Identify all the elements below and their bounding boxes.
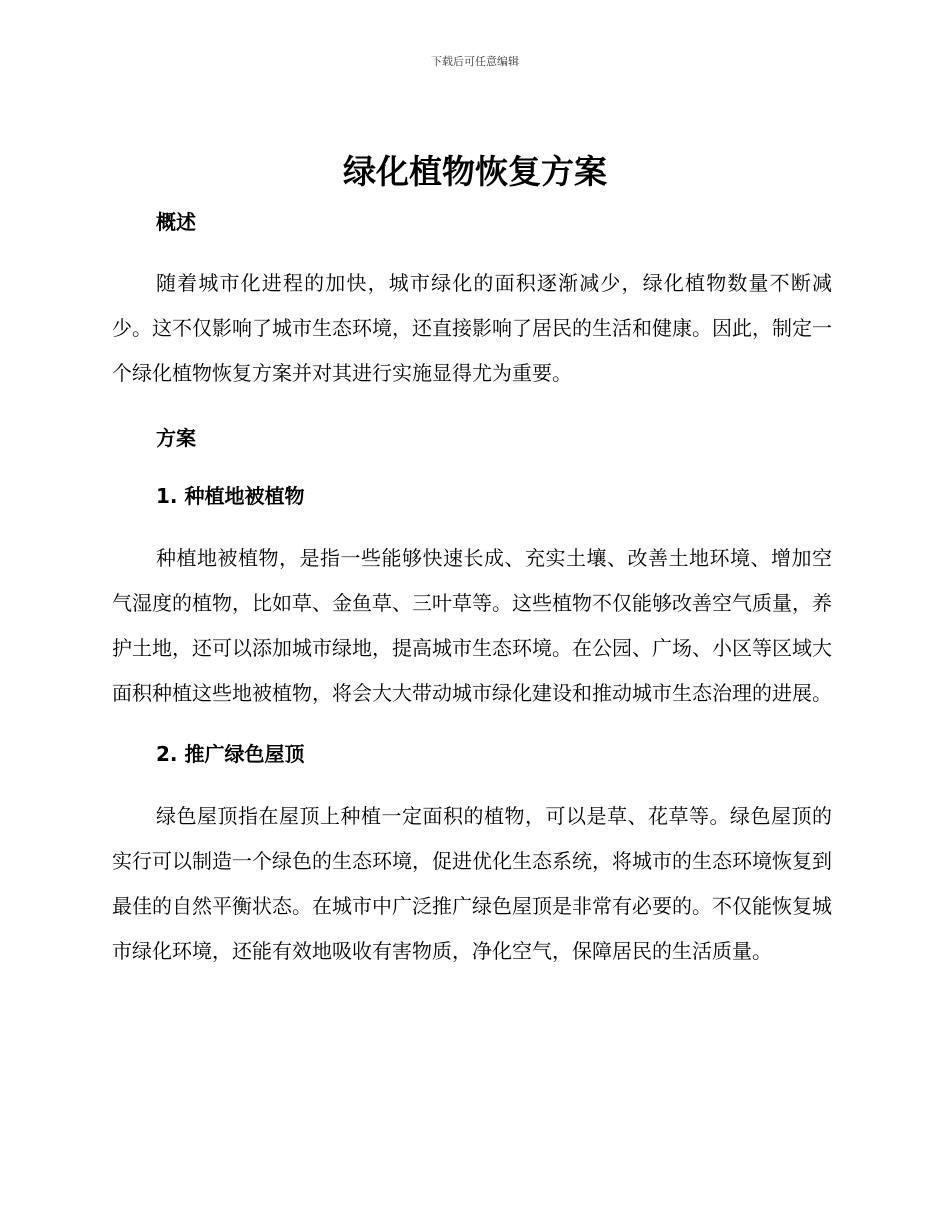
document-body [112,204,832,974]
document-title: 绿化植物恢复方案 [343,152,607,191]
overview-heading: 概述 [156,210,196,234]
header-note: 下载后可任意编辑 [431,55,519,68]
plan-heading: 方案 [156,426,196,450]
item2-paragraph: 绿色屋顶指在屋顶上种植一定面积的植物，可以是草、花草等。绿色屋顶的实行可以制造一个绿色的生态环境，促进优化生态系统，将城市的生态环境恢复到最佳的自然平衡状态。在城市中广泛推广绿色屋顶是非常有必要的。不仅能恢复城市绿化环境，还能有效地吸收有害物质，净化空气，保障居民的生活质量。 [112,804,832,963]
overview-paragraph: 随着城市化进程的加快，城市绿化的面积逐渐减少，绿化植物数量不断减少。这不仅影响了城市生态环境，还直接影响了居民的生活和健康。因此，制定一个绿化植物恢复方案并对其进行实施显得尤为重要。 [112,271,832,385]
item2-heading: 2. 推广绿色屋顶 [156,742,305,766]
item1-paragraph: 种植地被植物，是指一些能够快速长成、充实土壤、改善土地环境、增加空气湿度的植物，比如草、金鱼草、三叶草等。这些植物不仅能够改善空气质量，养护土地，还可以添加城市绿地，提高城市生态环境。在公园、广场、小区等区域大面积种植这些地被植物，将会大大带动城市绿化建设和推动城市生态治理的进展。 [112,546,832,705]
item1-heading: 1. 种植地被植物 [156,484,305,508]
